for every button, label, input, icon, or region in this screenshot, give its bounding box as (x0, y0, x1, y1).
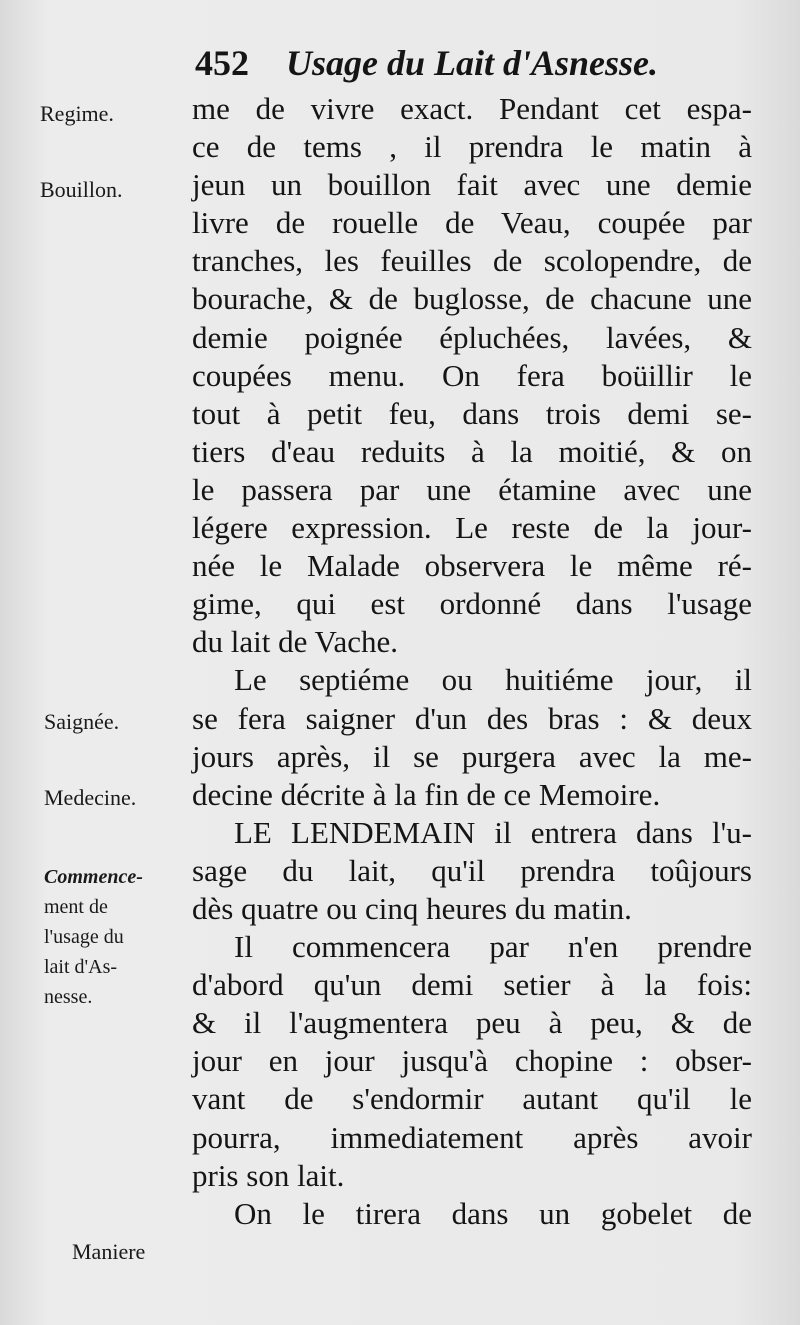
text-line: coupées menu. On fera boüillir le (192, 357, 752, 393)
margin-note-bouillon: Bouillon. (40, 177, 123, 202)
text-line: gime, qui est ordonné dans l'usage (192, 586, 752, 622)
text-line: & il l'augmentera peu à peu, & de (192, 1005, 752, 1041)
text-line: On le tirera dans un gobelet de (234, 1195, 752, 1231)
margin-note-saignee: Saignée. (44, 709, 120, 734)
text-line: ce de tems , il prendra le matin à (192, 129, 752, 165)
text-line: vant de s'endormir autant qu'il le (192, 1081, 752, 1117)
text-line: née le Malade observera le même ré- (192, 548, 752, 584)
text-line: livre de rouelle de Veau, coupée par (192, 205, 752, 241)
text-line: tiers d'eau reduits à la moitié, & on (192, 433, 752, 469)
text-line: Il commencera par n'en prendre (234, 929, 752, 965)
margin-note-commencement (44, 862, 194, 1012)
text-line: demie poignée épluchées, lavées, & (192, 319, 752, 355)
text-line: légere expression. Le reste de la jour- (192, 510, 752, 546)
text-line: tout à petit feu, dans trois demi se- (192, 395, 752, 431)
page-number: 452 (195, 43, 249, 83)
page-header (195, 40, 755, 86)
margin-note-line: Commence- (44, 866, 143, 888)
text-line: LE LENDEMAIN il entrera dans l'u- (234, 814, 752, 850)
running-title: Usage du Lait d'Asnesse. (286, 43, 659, 83)
text-line: le passera par une étamine avec une (192, 471, 752, 507)
body-text (192, 90, 752, 1233)
text-line: sage du lait, qu'il prendra toûjours (192, 852, 752, 888)
text-line: pourra, immediatement après avoir (192, 1119, 752, 1155)
text-line: Le septiéme ou huitiéme jour, il (234, 662, 752, 698)
margin-note-medecine: Medecine. (44, 785, 137, 810)
text-line: jour en jour jusqu'à chopine : obser- (192, 1043, 752, 1079)
margin-note-maniere: Maniere (72, 1239, 146, 1264)
text-line: dès quatre ou cinq heures du matin. (192, 890, 632, 926)
text-line: jeun un bouillon fait avec une demie (192, 167, 752, 203)
text-line: me de vivre exact. Pendant cet espa- (192, 91, 752, 126)
text-line: pris son lait. (192, 1157, 345, 1193)
margin-note-line: l'usage du (44, 926, 124, 948)
text-line: tranches, les feuilles de scolopendre, de (192, 243, 752, 279)
text-line: decine décrite à la fin de ce Memoire. (192, 776, 661, 812)
margin-note-line: ment de (44, 896, 108, 918)
text-line: d'abord qu'un demi setier à la fois: (192, 967, 752, 1003)
text-line: se fera saigner d'un des bras : & deux (192, 700, 752, 736)
margin-note-line: lait d'As- (44, 956, 118, 978)
margin-note-regime: Regime. (40, 101, 114, 126)
text-line: bourache, & de buglosse, de chacune une (192, 281, 752, 317)
text-line: du lait de Vache. (192, 624, 399, 660)
margin-note-line: nesse. (44, 986, 93, 1008)
text-line: jours après, il se purgera avec la me- (192, 738, 752, 774)
